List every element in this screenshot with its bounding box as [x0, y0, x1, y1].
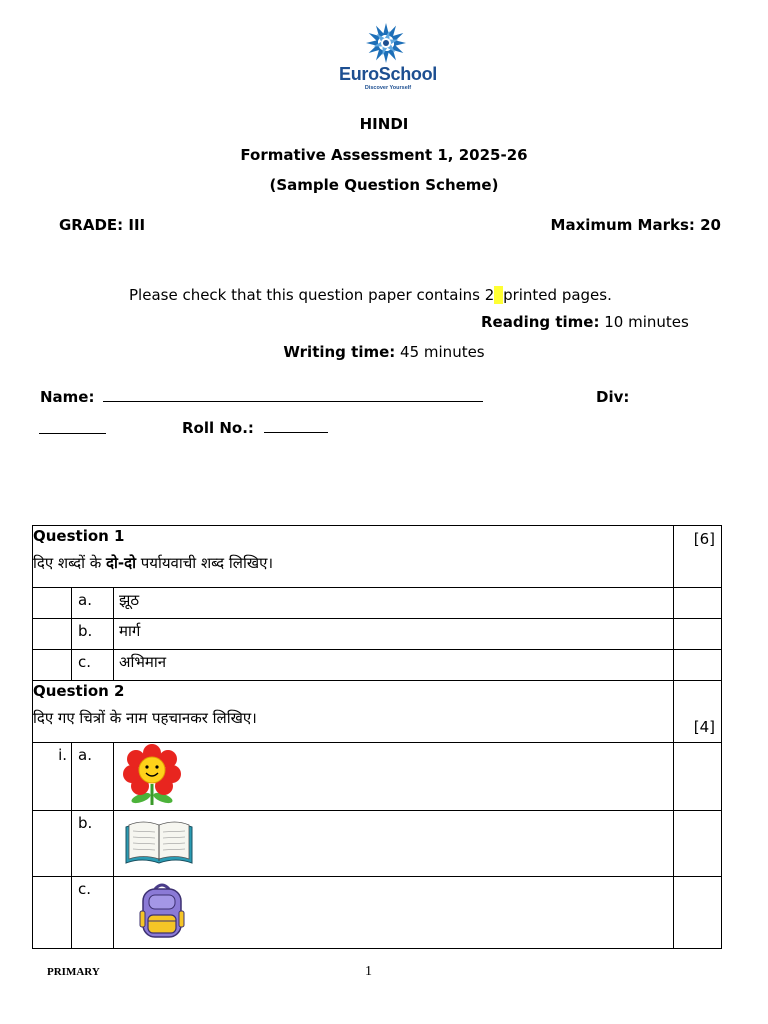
- logo-tagline: Discover Yourself: [364, 85, 412, 91]
- flower-icon: [119, 744, 185, 806]
- footer-section: PRIMARY: [47, 966, 100, 978]
- item-word: अभिमान: [114, 650, 674, 681]
- question1-title: Question 1: [33, 527, 125, 545]
- euroschool-logo-icon: [360, 22, 412, 64]
- item-word: झूठ: [114, 588, 674, 619]
- scheme-heading: (Sample Question Scheme): [269, 176, 499, 194]
- pages-instruction: [129, 286, 612, 304]
- div-field[interactable]: [39, 419, 106, 434]
- question1-text-before: दिए शब्दों के: [33, 554, 102, 572]
- answer-cell[interactable]: [674, 877, 722, 949]
- question2-marks: [4]: [674, 681, 722, 743]
- question1-text-after: पर्यायवाची शब्द लिखिए।: [140, 554, 274, 572]
- item-label: c.: [72, 650, 114, 681]
- reading-time-value: 10 minutes: [604, 313, 689, 331]
- name-field[interactable]: [103, 387, 483, 402]
- table-row: [33, 619, 722, 650]
- grade-label: GRADE: III: [59, 216, 146, 234]
- question2-text: दिए गए चित्रों के नाम पहचानकर लिखिए।: [33, 709, 257, 727]
- answer-cell[interactable]: [674, 588, 722, 619]
- answer-cell[interactable]: [674, 650, 722, 681]
- subject-heading: HINDI: [359, 115, 409, 133]
- roman-numeral: i.: [33, 743, 72, 811]
- answer-cell[interactable]: [674, 619, 722, 650]
- reading-time-label: Reading time:: [481, 313, 600, 331]
- writing-time-label: Writing time:: [283, 343, 396, 361]
- page-number: 1: [365, 964, 372, 979]
- max-marks-label: Maximum Marks: 20: [550, 216, 721, 234]
- writing-time-value: 45 minutes: [400, 343, 485, 361]
- answer-cell[interactable]: [674, 743, 722, 811]
- open-book-icon: [124, 819, 194, 867]
- question2-header: [33, 681, 674, 743]
- highlight-mark: [494, 286, 503, 304]
- question2-header-row: [33, 681, 722, 743]
- reading-time: [481, 313, 689, 331]
- assessment-heading: Formative Assessment 1, 2025-26: [240, 146, 528, 164]
- item-label: c.: [72, 877, 114, 949]
- table-row: [33, 877, 722, 949]
- writing-time: [0, 343, 768, 361]
- question1-header-row: [33, 526, 722, 588]
- question-table: [32, 525, 722, 949]
- item-label: a.: [72, 588, 114, 619]
- table-row: [33, 588, 722, 619]
- logo-brand-text: EuroSchool: [338, 64, 437, 84]
- table-row: [33, 811, 722, 877]
- table-row: [33, 650, 722, 681]
- question2-title: Question 2: [33, 682, 125, 700]
- item-word: मार्ग: [114, 619, 674, 650]
- name-label: Name:: [40, 388, 95, 406]
- table-row: [33, 743, 722, 811]
- item-label: b.: [72, 811, 114, 877]
- pages-instruction-after: printed pages.: [503, 286, 612, 304]
- question1-text-bold: दो-दो: [106, 554, 136, 572]
- pages-instruction-before: Please check that this question paper contains 2: [129, 286, 495, 304]
- item-label: b.: [72, 619, 114, 650]
- backpack-icon: [138, 881, 186, 941]
- answer-cell[interactable]: [674, 811, 722, 877]
- roll-label: Roll No.:: [182, 419, 254, 437]
- div-label: Div:: [596, 388, 630, 406]
- question1-text: [33, 553, 673, 573]
- question1-header: [33, 526, 674, 588]
- question1-marks: [6]: [674, 526, 722, 588]
- item-label: a.: [72, 743, 114, 811]
- roll-field[interactable]: [264, 418, 328, 433]
